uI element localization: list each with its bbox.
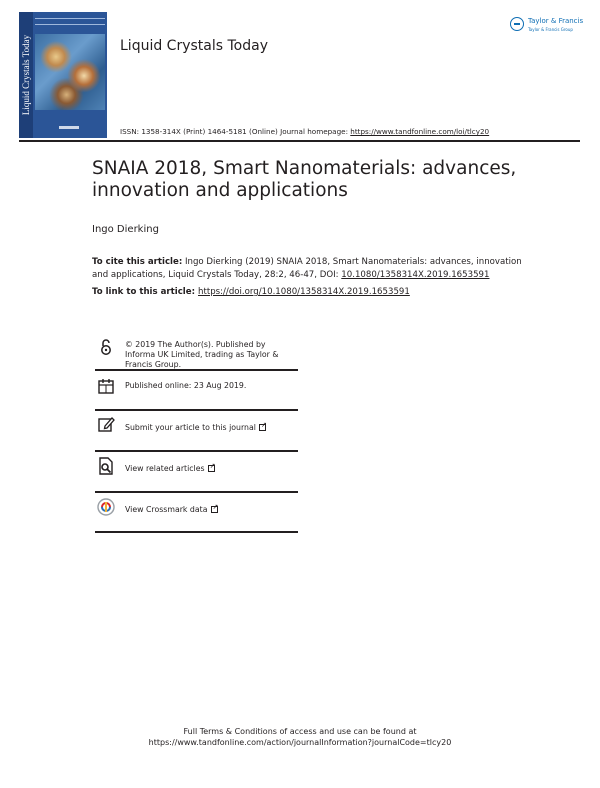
cover-spine-text: Liquid Crystals Today bbox=[21, 34, 31, 116]
link-label: To link to this article: bbox=[92, 287, 199, 297]
external-link-icon bbox=[208, 465, 215, 472]
info-divider bbox=[95, 369, 298, 371]
citation-label: To cite this article: bbox=[92, 257, 183, 267]
info-divider bbox=[95, 409, 298, 411]
journal-homepage-link[interactable]: https://www.tandfonline.com/loi/tlcy20 bbox=[350, 127, 490, 136]
article-link-line bbox=[92, 287, 410, 297]
citation-doi-link[interactable]: 10.1080/1358314X.2019.1653591 bbox=[341, 270, 490, 280]
publisher-logo[interactable] bbox=[510, 16, 582, 36]
submit-article-text: Submit your article to this journal bbox=[125, 423, 256, 432]
open-access-lock-icon bbox=[97, 338, 115, 356]
related-articles-text: View related articles bbox=[125, 464, 205, 473]
issn-line bbox=[120, 127, 489, 136]
cover-decoration bbox=[35, 18, 105, 19]
terms-footer-line1: Full Terms & Conditions of access and use can be found at bbox=[183, 727, 417, 736]
publication-date-text: Published online: 23 Aug 2019. bbox=[125, 381, 247, 390]
cover-artwork bbox=[35, 34, 105, 110]
external-link-icon bbox=[259, 424, 266, 431]
license-text: © 2019 The Author(s). Published by Informa UK Limited, trading as Taylor & Francis Group. bbox=[125, 340, 279, 369]
terms-footer bbox=[0, 726, 600, 748]
related-articles-label bbox=[125, 464, 215, 474]
info-divider bbox=[95, 450, 298, 452]
cover-decoration bbox=[35, 24, 105, 25]
citation-block bbox=[92, 256, 522, 282]
crossmark-label bbox=[125, 505, 218, 515]
info-divider bbox=[95, 531, 298, 533]
article-author: Ingo Dierking bbox=[92, 224, 159, 235]
article-title: SNAIA 2018, Smart Nanomaterials: advances, innovation and applications bbox=[92, 158, 517, 201]
cover-publisher-mark bbox=[59, 126, 79, 129]
related-articles-link[interactable] bbox=[95, 453, 298, 491]
journal-title[interactable]: Liquid Crystals Today bbox=[120, 38, 268, 54]
related-articles-icon bbox=[97, 457, 115, 475]
edit-icon bbox=[97, 415, 115, 433]
publisher-logo-sub: Taylor & Francis Group bbox=[528, 27, 573, 32]
crossmark-text: View Crossmark data bbox=[125, 505, 208, 514]
crossmark-link[interactable] bbox=[95, 494, 298, 532]
publisher-logo-icon bbox=[510, 17, 524, 31]
citation-text: Ingo Dierking (2019) SNAIA 2018, Smart Nanomaterials: advances, innovation and applications, Liquid Crystals Today, 28:2, 46-47, DOI: bbox=[92, 257, 522, 280]
issn-text: ISSN: 1358-314X (Print) 1464-5181 (Online) Journal homepage: bbox=[120, 127, 351, 136]
submit-article-link[interactable] bbox=[95, 412, 298, 450]
publisher-logo-name: Taylor & Francis bbox=[528, 17, 584, 25]
crossmark-icon bbox=[97, 498, 115, 516]
calendar-icon bbox=[97, 377, 115, 395]
info-divider bbox=[95, 491, 298, 493]
publication-date-info bbox=[95, 373, 298, 409]
terms-footer-link[interactable]: https://www.tandfonline.com/action/journalInformation?journalCode=tlcy20 bbox=[148, 738, 452, 747]
license-info bbox=[95, 336, 298, 370]
submit-article-label bbox=[125, 423, 266, 433]
external-link-icon bbox=[211, 506, 218, 513]
article-doi-link[interactable]: https://doi.org/10.1080/1358314X.2019.1653591 bbox=[198, 287, 410, 297]
journal-cover-image[interactable] bbox=[19, 12, 107, 138]
header-divider bbox=[19, 140, 580, 142]
